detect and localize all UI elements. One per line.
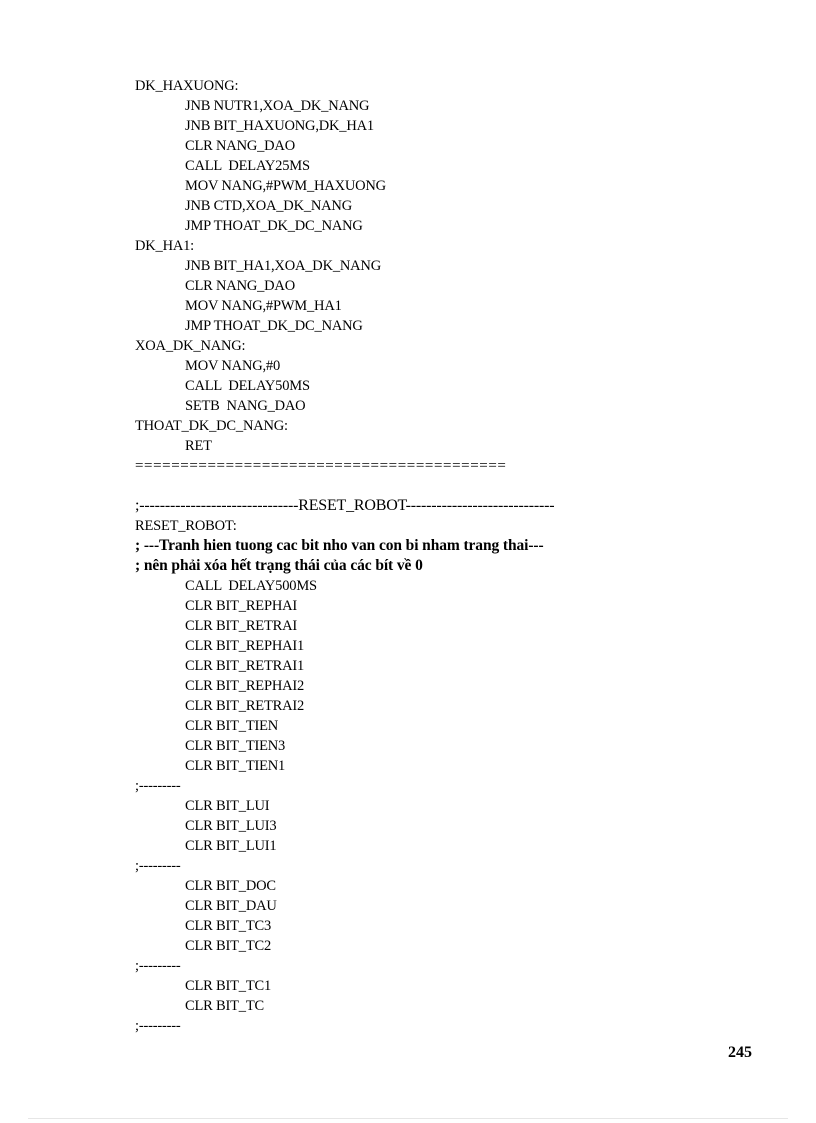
code-line: CALL DELAY25MS xyxy=(185,158,310,174)
code-line: MOV NANG,#PWM_HAXUONG xyxy=(185,178,386,194)
code-line: CLR BIT_LUI3 xyxy=(185,818,277,834)
code-line: MOV NANG,#0 xyxy=(185,358,281,374)
code-line: CLR BIT_DAU xyxy=(185,898,277,914)
code-line: ;--------- xyxy=(135,1018,181,1034)
code-line: SETB NANG_DAO xyxy=(185,398,306,414)
code-line: ; ---Tranh hien tuong cac bit nho van con bi nham trang thai--- xyxy=(135,537,544,554)
code-line: JNB CTD,XOA_DK_NANG xyxy=(185,198,352,214)
code-line: CLR BIT_DOC xyxy=(185,878,276,894)
code-line: JNB NUTR1,XOA_DK_NANG xyxy=(185,98,370,114)
code-line: CLR BIT_RETRAI2 xyxy=(185,698,305,714)
code-line: ========================================= xyxy=(135,458,507,474)
code-line: CLR NANG_DAO xyxy=(185,138,295,154)
code-line: THOAT_DK_DC_NANG: xyxy=(135,418,288,434)
code-line: CLR BIT_TC3 xyxy=(185,918,272,934)
code-line: ; nên phải xóa hết trạng thái của các bít về 0 xyxy=(135,557,423,574)
code-line: CLR BIT_REPHAI2 xyxy=(185,678,305,694)
code-line: ;-------------------------------RESET_ROBOT----------------------------- xyxy=(135,497,555,514)
code-line: CALL DELAY50MS xyxy=(185,378,310,394)
code-line: JNB BIT_HA1,XOA_DK_NANG xyxy=(185,258,381,274)
page-bottom-divider xyxy=(28,1118,788,1119)
code-line: CALL DELAY500MS xyxy=(185,578,317,594)
code-line: ;--------- xyxy=(135,858,181,874)
code-line: CLR BIT_TIEN3 xyxy=(185,738,286,754)
code-line: CLR BIT_LUI1 xyxy=(185,838,277,854)
page-number: 245 xyxy=(728,1044,752,1061)
code-line: CLR BIT_RETRAI1 xyxy=(185,658,305,674)
code-line: JMP THOAT_DK_DC_NANG xyxy=(185,318,363,334)
code-line: ;--------- xyxy=(135,958,181,974)
code-line: ;--------- xyxy=(135,778,181,794)
code-line: CLR BIT_REPHAI1 xyxy=(185,638,305,654)
code-line: DK_HA1: xyxy=(135,238,195,254)
code-line: CLR BIT_TIEN1 xyxy=(185,758,286,774)
code-line: CLR BIT_REPHAI xyxy=(185,598,297,614)
code-line: CLR BIT_TC1 xyxy=(185,978,272,994)
code-line: JNB BIT_HAXUONG,DK_HA1 xyxy=(185,118,374,134)
code-line: CLR NANG_DAO xyxy=(185,278,295,294)
code-line: MOV NANG,#PWM_HA1 xyxy=(185,298,342,314)
code-line: CLR BIT_TIEN xyxy=(185,718,279,734)
code-line: CLR BIT_LUI xyxy=(185,798,270,814)
code-line: RET xyxy=(185,438,212,454)
code-line: CLR BIT_TC2 xyxy=(185,938,272,954)
code-line: CLR BIT_TC xyxy=(185,998,264,1014)
code-line: RESET_ROBOT: xyxy=(135,518,237,534)
code-line: XOA_DK_NANG: xyxy=(135,338,246,354)
code-line: JMP THOAT_DK_DC_NANG xyxy=(185,218,363,234)
code-line: DK_HAXUONG: xyxy=(135,78,239,94)
code-line: CLR BIT_RETRAI xyxy=(185,618,297,634)
